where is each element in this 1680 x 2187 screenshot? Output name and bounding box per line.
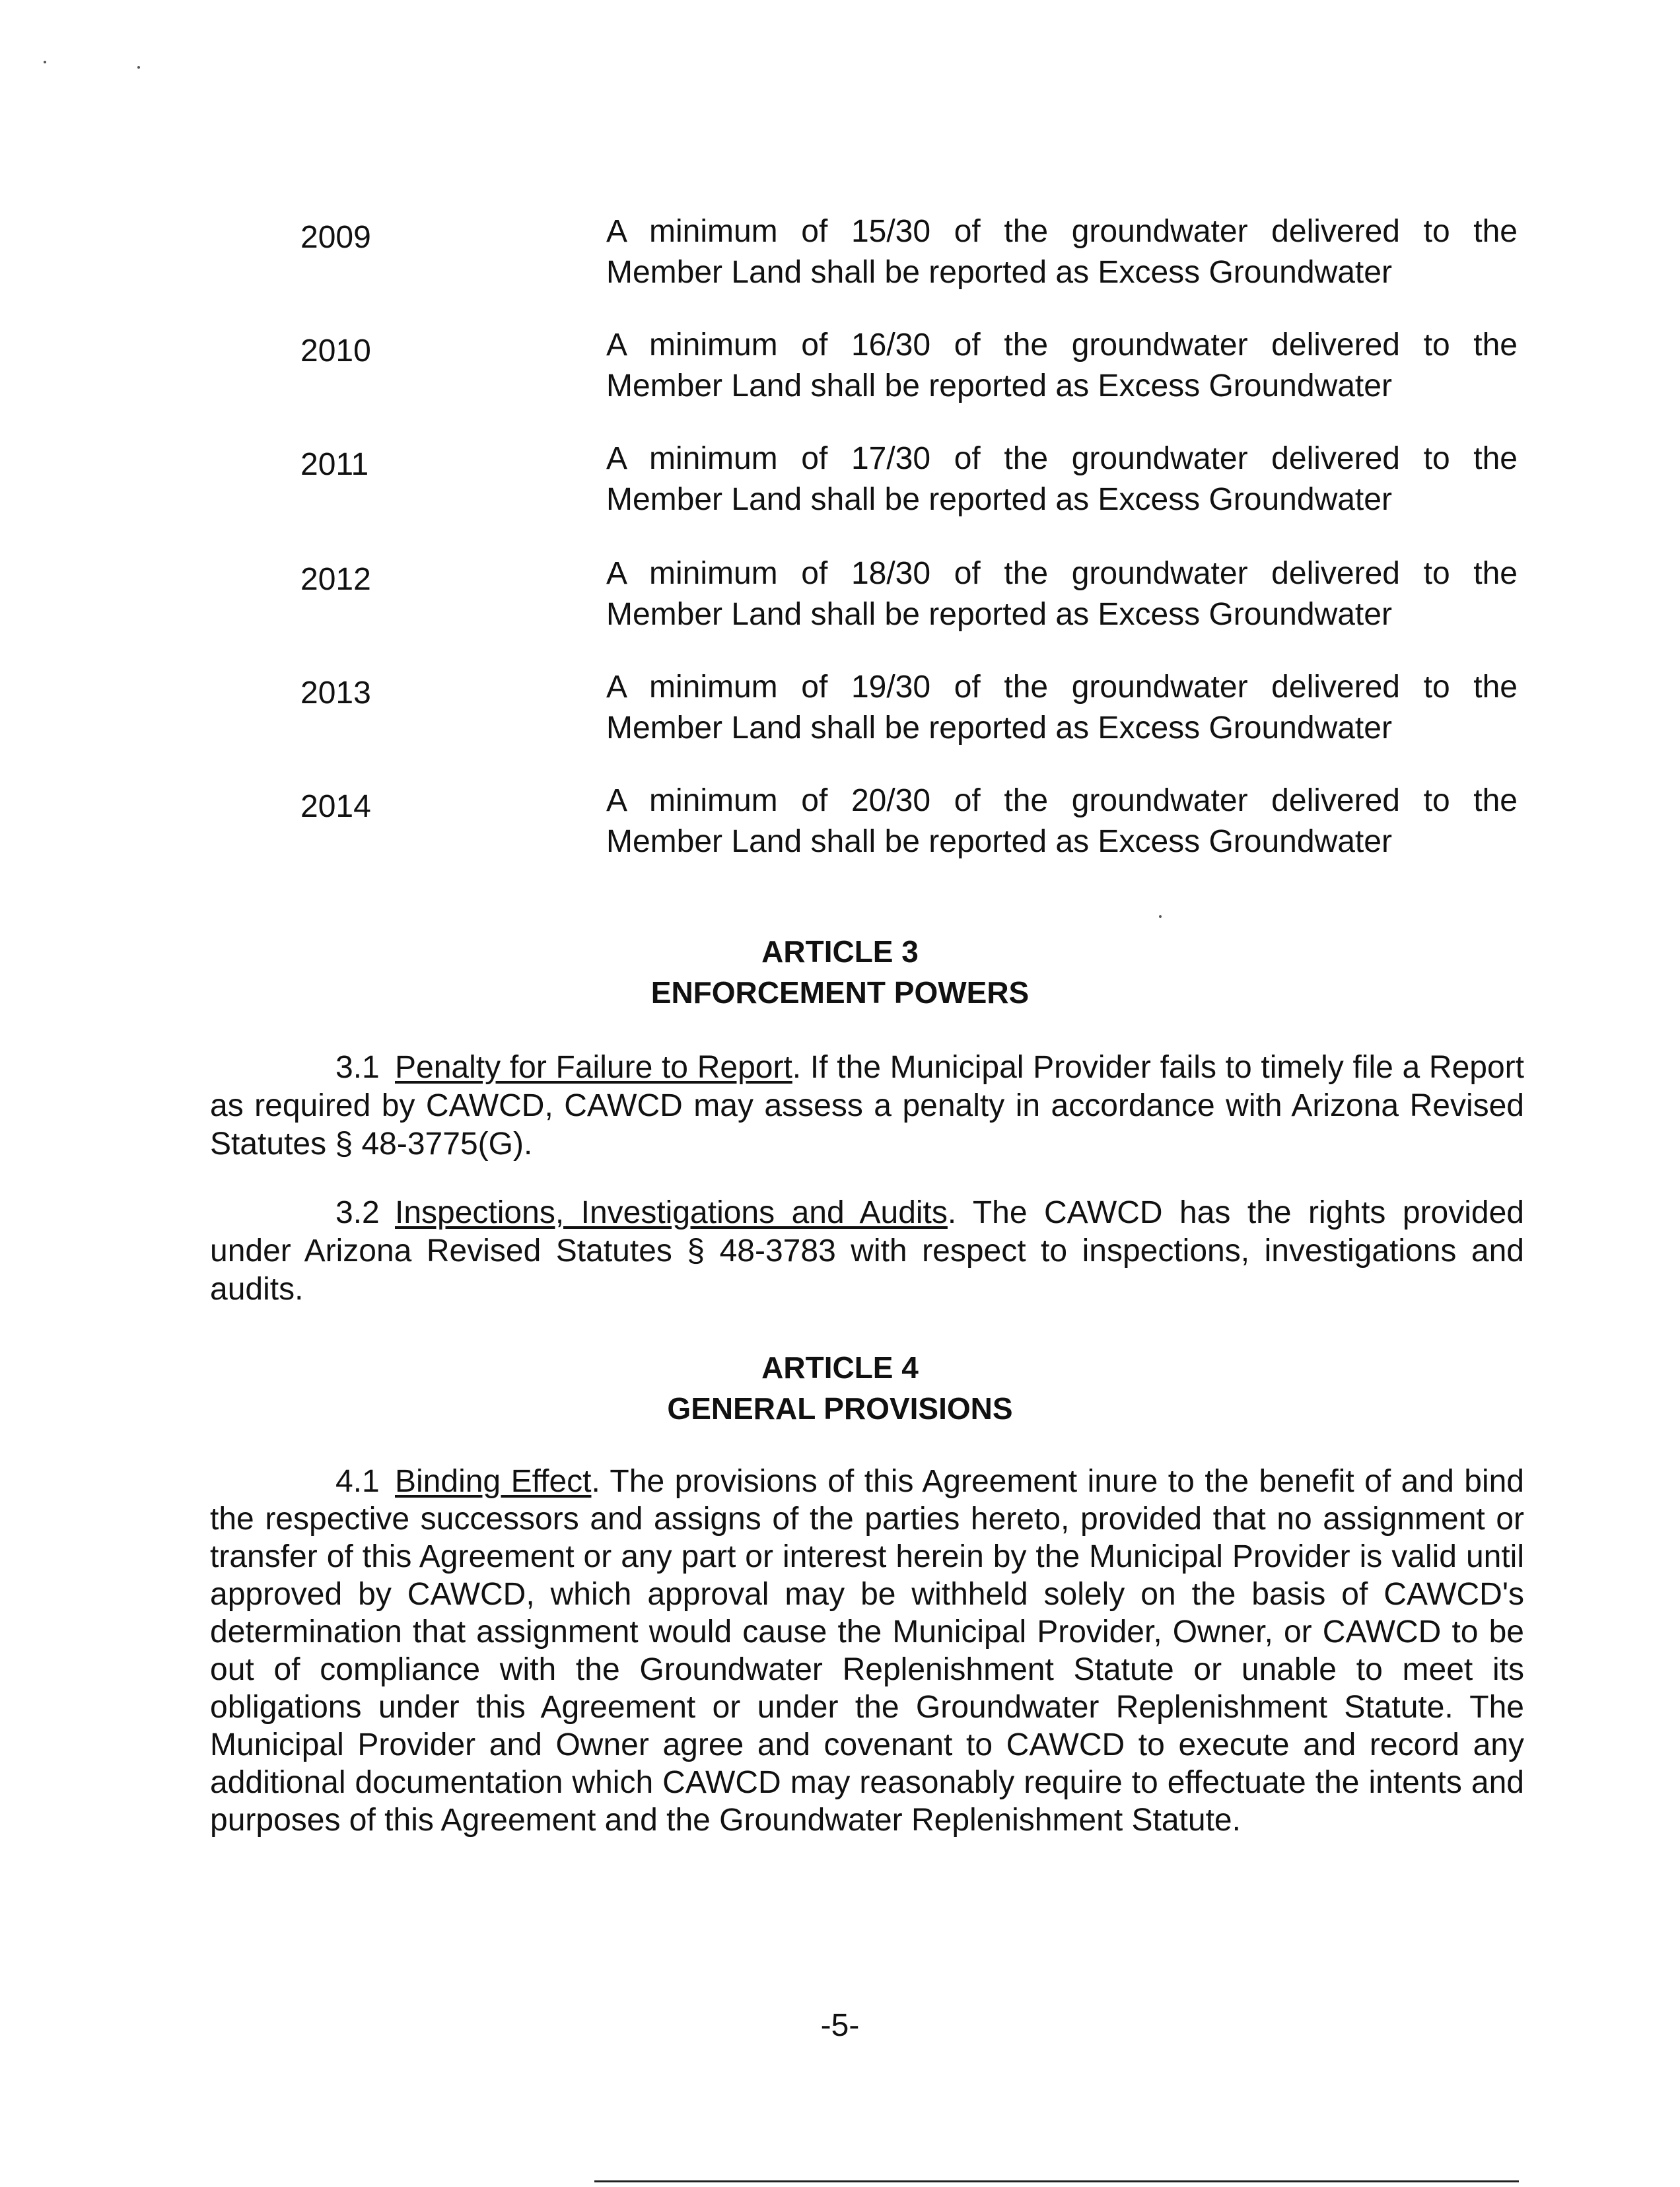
schedule-line-2: Member Land shall be reported as Excess Groundwater bbox=[606, 368, 1392, 403]
schedule-row bbox=[0, 667, 1680, 759]
schedule-row bbox=[0, 781, 1680, 873]
schedule-row bbox=[0, 325, 1680, 417]
schedule-year: 2010 bbox=[300, 333, 371, 368]
schedule-line-1: A minimum of 15/30 of the groundwater delivered to the bbox=[606, 214, 1518, 249]
section-3-2 bbox=[210, 1194, 1524, 1309]
section-text: . If the Municipal Provider fails to timely file a Report as required by CAWCD, CAWCD may assess a penalty in accordance with Arizona Revised Statutes § 48-3775(G). bbox=[210, 1050, 1525, 1162]
section-text: . The CAWCD has the rights provided under Arizona Revised Statutes § 48-3783 with respect to inspections, investigations and audits. bbox=[210, 1195, 1524, 1307]
section-number: 3.1 bbox=[335, 1050, 380, 1085]
article-subtitle: ENFORCEMENT POWERS bbox=[650, 975, 1030, 1010]
schedule-description bbox=[606, 325, 1518, 407]
schedule-description bbox=[606, 667, 1518, 749]
schedule-line-2: Member Land shall be reported as Excess Groundwater bbox=[606, 255, 1392, 290]
schedule-year: 2014 bbox=[300, 789, 371, 824]
scan-speck bbox=[44, 61, 46, 63]
schedule-line-2: Member Land shall be reported as Excess Groundwater bbox=[606, 597, 1392, 632]
schedule-row bbox=[0, 553, 1680, 646]
schedule-line-1: A minimum of 19/30 of the groundwater delivered to the bbox=[606, 670, 1518, 705]
schedule-year: 2009 bbox=[300, 220, 371, 255]
schedule-line-2: Member Land shall be reported as Excess Groundwater bbox=[606, 482, 1392, 517]
bottom-rule bbox=[594, 2180, 1519, 2182]
schedule-year: 2012 bbox=[300, 562, 371, 597]
schedule-description bbox=[606, 438, 1518, 520]
article-title: ARTICLE 3 bbox=[761, 934, 919, 969]
schedule-line-1: A minimum of 16/30 of the groundwater delivered to the bbox=[606, 328, 1518, 363]
page-number: -5- bbox=[820, 2008, 860, 2043]
schedule-line-2: Member Land shall be reported as Excess Groundwater bbox=[606, 824, 1392, 859]
schedule-description bbox=[606, 211, 1518, 293]
section-heading: Inspections, Investigations and Audits bbox=[395, 1195, 948, 1230]
schedule-line-2: Member Land shall be reported as Excess Groundwater bbox=[606, 711, 1392, 746]
scan-speck bbox=[137, 66, 140, 69]
section-3-1 bbox=[210, 1049, 1524, 1163]
section-heading: Binding Effect bbox=[395, 1464, 592, 1499]
article-subtitle: GENERAL PROVISIONS bbox=[667, 1391, 1013, 1426]
section-4-1 bbox=[210, 1463, 1524, 1839]
schedule-line-1: A minimum of 20/30 of the groundwater delivered to the bbox=[606, 783, 1518, 818]
schedule-line-1: A minimum of 18/30 of the groundwater delivered to the bbox=[606, 556, 1518, 591]
scan-speck bbox=[1159, 915, 1162, 918]
schedule-year: 2011 bbox=[300, 447, 369, 482]
schedule-row bbox=[0, 438, 1680, 531]
schedule-description bbox=[606, 553, 1518, 635]
schedule-row bbox=[0, 211, 1680, 304]
section-text: . The provisions of this Agreement inure to the benefit of and bind the respective successors and assigns of the parties hereto, provided that no assignment or transfer of this Agreement or any part or interest herein by the Municipal Provider is valid until approved by CAWCD, which approval may be withheld solely on the basis of CAWCD's determination that assignment would cause the Municipal Provider, Owner, or CAWCD to be out of compliance with the Groundwater Replenishment Statute or unable to meet its obligations under this Agreement or under the Groundwater Replenishment Statute. The Municipal Provider and Owner agree and covenant to CAWCD to execute and record any additional documentation which CAWCD may reasonably require to effectuate the intents and purposes of this Agreement and the Groundwater Replenishment Statute. bbox=[210, 1464, 1524, 1838]
schedule-description bbox=[606, 781, 1518, 862]
article-4-heading bbox=[0, 1347, 1680, 1429]
section-number: 3.2 bbox=[335, 1195, 380, 1230]
section-heading: Penalty for Failure to Report bbox=[395, 1050, 792, 1085]
schedule-line-1: A minimum of 17/30 of the groundwater delivered to the bbox=[606, 441, 1518, 476]
section-number: 4.1 bbox=[335, 1464, 380, 1499]
article-3-heading bbox=[0, 931, 1680, 1013]
article-title: ARTICLE 4 bbox=[761, 1350, 919, 1385]
schedule-year: 2013 bbox=[300, 676, 371, 711]
